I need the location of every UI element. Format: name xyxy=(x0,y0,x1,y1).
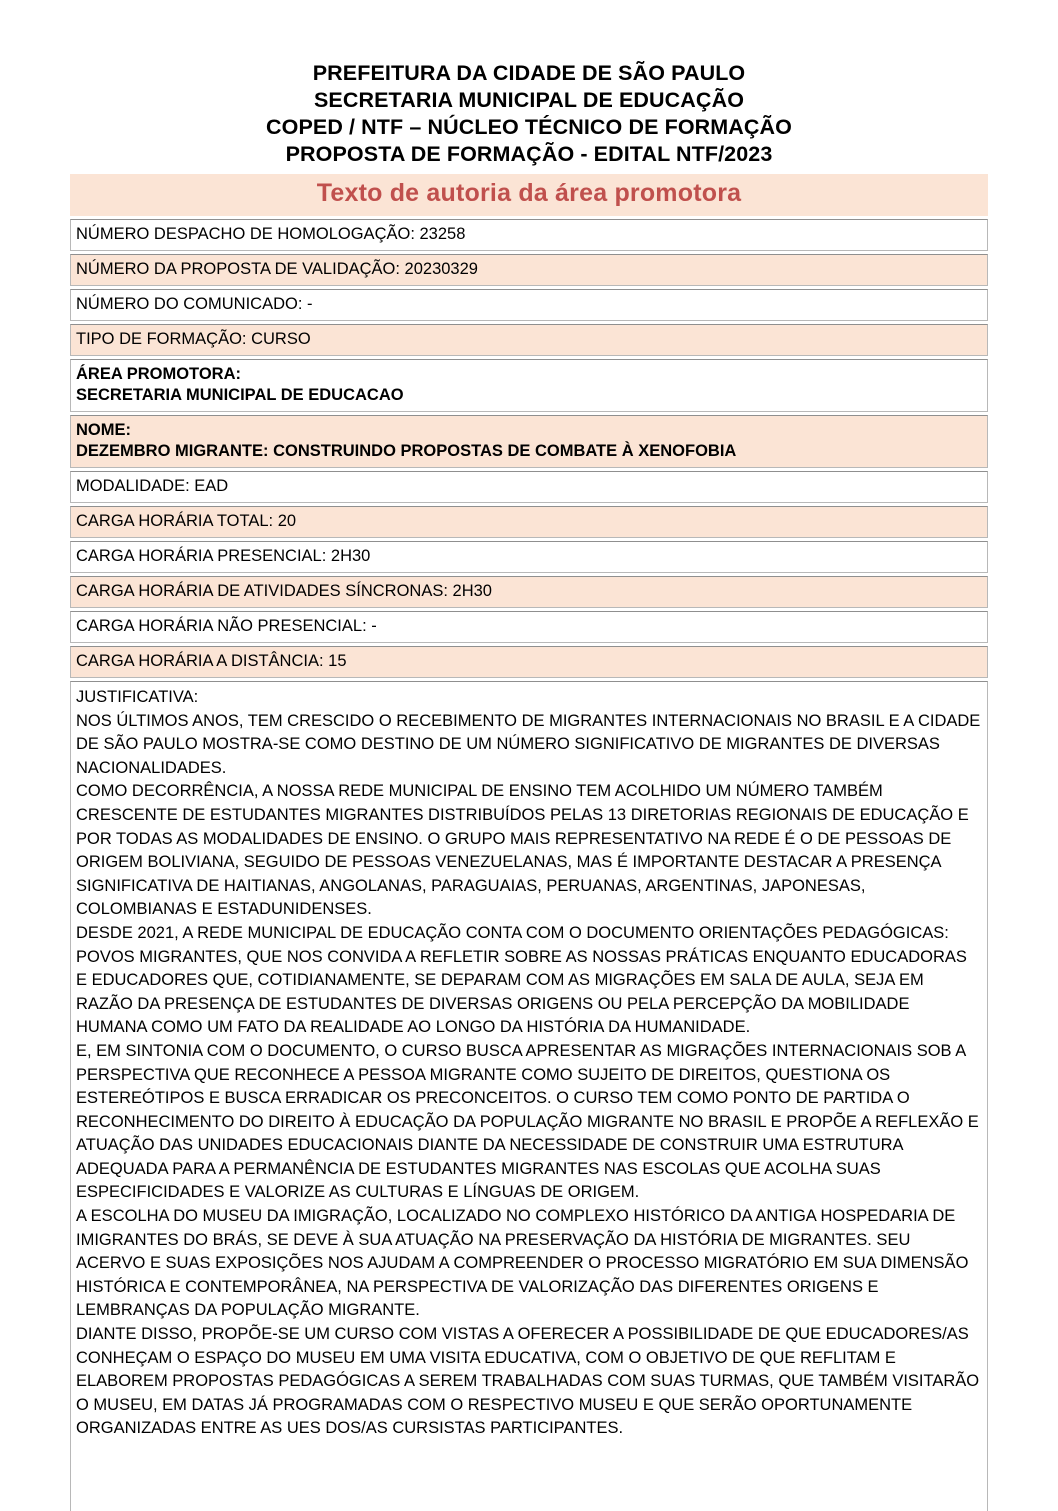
justificativa-paragraph: E, EM SINTONIA COM O DOCUMENTO, O CURSO BUSCA APRESENTAR AS MIGRAÇÕES INTERNACIONAIS SOB A PERSPECTIVA QUE RECONHECE A PESSOA MIGRANTE COMO SUJEITO DE DIREITOS, QUESTIONA OS ESTEREÓTIPOS E BUSCA ERRADICAR OS PRECONCEITOS. O CURSO TEM COMO PONTO DE PARTIDA O RECONHECIMENTO DO DIREITO À EDUCAÇÃO DA POPULAÇÃO MIGRANTE NO BRASIL E PROPÕE A REFLEXÃO E ATUAÇÃO DAS UNIDADES EDUCACIONAIS DIANTE DA NECESSIDADE DE CONSTRUIR UMA ESTRUTURA ADEQUADA PARA A PERMANÊNCIA DE ESTUDANTES MIGRANTES NAS ESCOLAS QUE ACOLHA SUAS ESPECIFICIDADES E VALORIZE AS CULTURAS E LÍNGUAS DE ORIGEM. xyxy=(76,1041,979,1202)
field-row xyxy=(70,506,988,538)
justificativa-paragraph: DESDE 2021, A REDE MUNICIPAL DE EDUCAÇÃO CONTA COM O DOCUMENTO ORIENTAÇÕES PEDAGÓGICAS: POVOS MIGRANTES, QUE NOS CONVIDA A REFLETIR SOBRE AS NOSSAS PRÁTICAS ENQUANTO EDUCADORAS E EDUCADORES QUE, COTIDIANAMENTE, SE DEPARAM COM AS MIGRAÇÕES EM SALA DE AULA, SEJA EM RAZÃO DA PRESENÇA DE ESTUDANTES DE DIVERSAS ORIGENS OU PELA PERCEPÇÃO DA MOBILIDADE HUMANA COMO UM FATO DA REALIDADE AO LONGO DA HISTÓRIA DA HUMANIDADE. xyxy=(76,923,967,1037)
field-label: NÚMERO DO COMUNICADO: - xyxy=(76,295,313,313)
field-row xyxy=(70,611,988,643)
field-label: CARGA HORÁRIA NÃO PRESENCIAL: - xyxy=(76,617,377,635)
section-title: Texto de autoria da área promotora xyxy=(316,179,742,207)
justificativa-paragraph: A ESCOLHA DO MUSEU DA IMIGRAÇÃO, LOCALIZADO NO COMPLEXO HISTÓRICO DA ANTIGA HOSPEDARIA DE IMIGRANTES DO BRÁS, SE DEVE À SUA ATUAÇÃO NA PRESERVAÇÃO DA HISTÓRIA DE MIGRANTES. SEU ACERVO E SUAS EXPOSIÇÕES NOS AJUDAM A COMPREENDER O PROCESSO MIGRATÓRIO EM SUA DIMENSÃO HISTÓRICA E CONTEMPORÂNEA, NA PERSPECTIVA DE VALORIZAÇÃO DAS DIFERENTES ORIGENS E LEMBRANÇAS DA POPULAÇÃO MIGRANTE. xyxy=(76,1207,969,1320)
field-label: NÚMERO DESPACHO DE HOMOLOGAÇÃO: 23258 xyxy=(76,225,466,243)
field-label: NÚMERO DA PROPOSTA DE VALIDAÇÃO: 20230329 xyxy=(76,260,478,278)
field-label: ÁREA PROMOTORA: xyxy=(76,365,241,383)
header-line-3: COPED / NTF – NÚCLEO TÉCNICO DE FORMAÇÃO xyxy=(266,115,792,139)
field-value: SECRETARIA MUNICIPAL DE EDUCACAO xyxy=(76,386,404,404)
field-row xyxy=(70,254,988,286)
field-row xyxy=(70,541,988,573)
field-row xyxy=(70,415,988,468)
field-label: MODALIDADE: EAD xyxy=(76,477,229,495)
justificativa-paragraph: NOS ÚLTIMOS ANOS, TEM CRESCIDO O RECEBIMENTO DE MIGRANTES INTERNACIONAIS NO BRASIL E A CIDADE DE SÃO PAULO MOSTRA-SE COMO DESTINO DE UM NÚMERO SIGNIFICATIVO DE MIGRANTES DE DIVERSAS NACIONALIDADES. xyxy=(76,711,981,777)
header-line-1: PREFEITURA DA CIDADE DE SÃO PAULO xyxy=(312,61,746,85)
field-row xyxy=(70,576,988,608)
field-row xyxy=(70,289,988,321)
field-label: CARGA HORÁRIA A DISTÂNCIA: 15 xyxy=(76,652,347,670)
justificativa-paragraph: COMO DECORRÊNCIA, A NOSSA REDE MUNICIPAL DE ENSINO TEM ACOLHIDO UM NÚMERO TAMBÉM CRESCENTE DE ESTUDANTES MIGRANTES DISTRIBUÍDOS PELAS 13 DIRETORIAS REGIONAIS DE EDUCAÇÃO E POR TODAS AS MODALIDADES DE ENSINO. O GRUPO MAIS REPRESENTATIVO NA REDE É O DE PESSOAS DE ORIGEM BOLIVIANA, SEGUIDO DE PESSOAS VENEZUELANAS, MAS É IMPORTANTE DESTACAR A PRESENÇA SIGNIFICATIVA DE HAITIANAS, ANGOLANAS, PARAGUAIAS, PERUANAS, ARGENTINAS, JAPONESAS, COLOMBIANAS E ESTADUNIDENSES. xyxy=(76,782,969,919)
justificativa-label: JUSTIFICATIVA: xyxy=(76,688,199,706)
field-row xyxy=(70,359,988,412)
field-row xyxy=(70,646,988,678)
field-value: DEZEMBRO MIGRANTE: CONSTRUINDO PROPOSTAS DE COMBATE À XENOFOBIA xyxy=(76,442,737,460)
document-header xyxy=(0,0,1058,168)
field-row xyxy=(70,219,988,251)
field-label: CARGA HORÁRIA PRESENCIAL: 2H30 xyxy=(76,547,371,565)
field-label: NOME: xyxy=(76,421,131,439)
justificativa-cell xyxy=(70,681,988,1511)
field-label: CARGA HORÁRIA DE ATIVIDADES SÍNCRONAS: 2H30 xyxy=(76,582,492,600)
proposal-form-table xyxy=(70,174,988,1511)
justificativa-paragraph: DIANTE DISSO, PROPÕE-SE UM CURSO COM VISTAS A OFERECER A POSSIBILIDADE DE QUE EDUCADORES/AS CONHEÇAM O ESPAÇO DO MUSEU EM UMA VISITA EDUCATIVA, COM O OBJETIVO DE QUE REFLITAM E ELABOREM PROPOSTAS PEDAGÓGICAS A SEREM TRABALHADAS COM SUAS TURMAS, QUE TAMBÉM VISITARÃO O MUSEU, EM DATAS JÁ PROGRAMADAS COM O RESPECTIVO MUSEU E QUE SERÃO OPORTUNAMENTE ORGANIZADAS ENTRE AS UES DOS/AS CURSISTAS PARTICIPANTES. xyxy=(76,1325,980,1438)
metadata-fields xyxy=(70,219,988,678)
field-label: CARGA HORÁRIA TOTAL: 20 xyxy=(76,512,297,530)
field-row xyxy=(70,471,988,503)
field-row xyxy=(70,324,988,356)
field-label: TIPO DE FORMAÇÃO: CURSO xyxy=(76,330,311,348)
header-line-4: PROPOSTA DE FORMAÇÃO - EDITAL NTF/2023 xyxy=(285,142,773,166)
section-title-band xyxy=(70,174,988,216)
header-line-2: SECRETARIA MUNICIPAL DE EDUCAÇÃO xyxy=(313,88,745,112)
justificativa-body xyxy=(76,710,981,1441)
